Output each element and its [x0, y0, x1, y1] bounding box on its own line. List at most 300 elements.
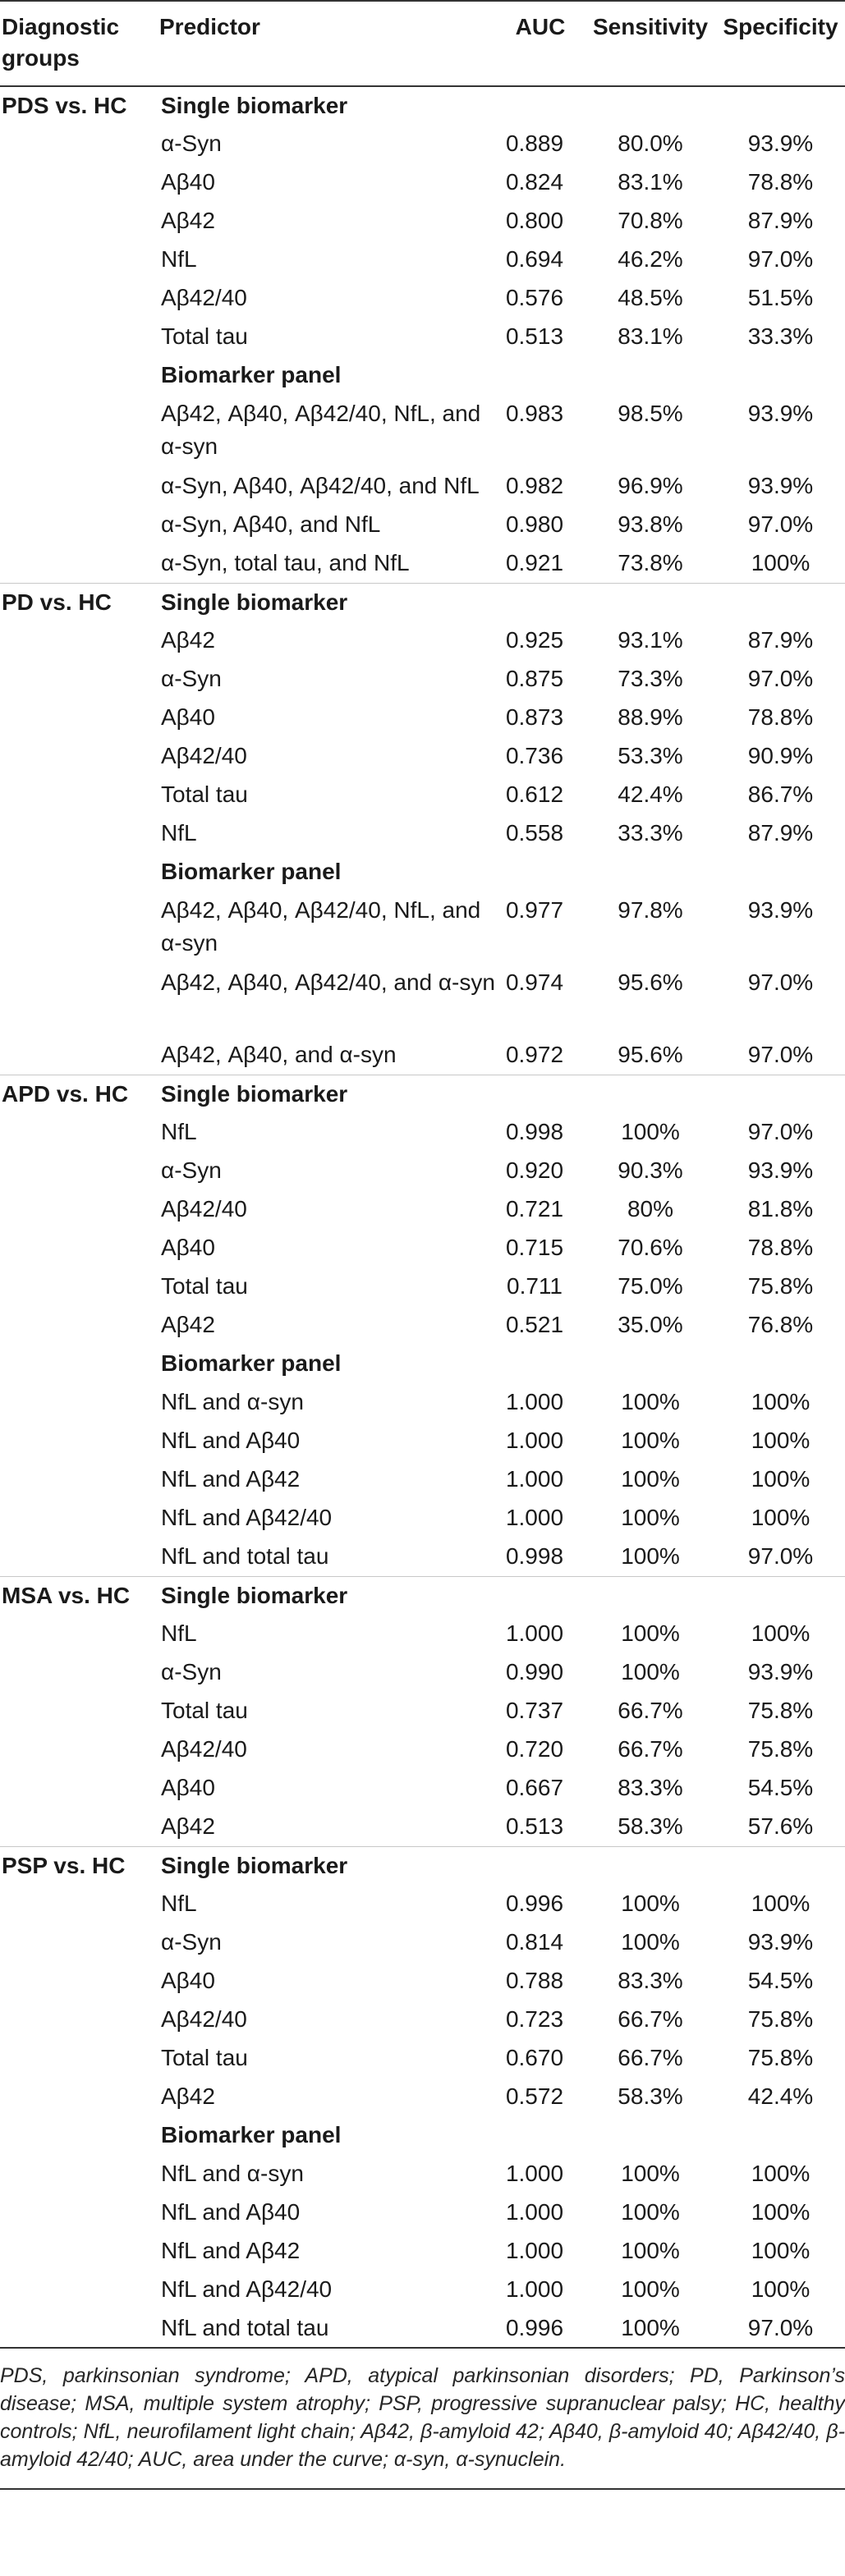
diagnostic-group: PDS vs. HC — [0, 86, 159, 125]
predictor-cell: NfL and total tau — [161, 1543, 329, 1569]
predictor-cell: Aβ42/40 — [161, 1736, 247, 1762]
table-row — [0, 1422, 845, 1460]
auc-cell: 0.800 — [505, 208, 564, 233]
section-title: Single biomarker — [159, 583, 845, 621]
predictor-cell: NfL — [161, 1891, 197, 1916]
group-cell-empty — [0, 621, 159, 660]
header-specificity: Specificity — [723, 14, 838, 39]
group-cell-empty — [0, 1267, 159, 1306]
group-cell-empty — [0, 163, 159, 202]
table-row — [0, 1190, 845, 1229]
group-cell-empty — [0, 467, 159, 506]
group-cell-empty — [0, 1499, 159, 1538]
specificity-cell: 97.0% — [747, 666, 814, 691]
auc-cell: 1.000 — [505, 1466, 564, 1492]
predictor-cell: Aβ42, Aβ40, Aβ42/40, NfL, and α-syn — [161, 897, 481, 956]
table-row — [0, 1538, 845, 1576]
auc-cell: 1.000 — [505, 2276, 564, 2302]
table-body — [0, 86, 845, 2348]
table-row — [0, 1962, 845, 2001]
predictor-cell: NfL and total tau — [161, 2315, 329, 2340]
sensitivity-cell: 93.1% — [618, 627, 683, 653]
header-diagnostic-groups: Diagnostic groups — [2, 14, 120, 71]
sensitivity-cell: 73.3% — [618, 666, 683, 691]
auc-cell: 0.814 — [505, 1929, 564, 1955]
predictor-cell: NfL and Aβ40 — [161, 2199, 301, 2225]
table-header — [0, 1, 845, 86]
predictor-cell: Aβ40 — [161, 1775, 215, 1800]
predictor-cell: NfL and Aβ42/40 — [161, 2276, 333, 2302]
predictor-cell: Total tau — [161, 782, 248, 807]
sensitivity-cell: 66.7% — [618, 1736, 683, 1762]
sensitivity-cell: 48.5% — [618, 285, 683, 310]
table-row — [0, 2309, 845, 2348]
table-row — [0, 1152, 845, 1190]
predictor-cell: Aβ40 — [161, 704, 215, 730]
sensitivity-cell: 83.3% — [618, 1775, 683, 1800]
specificity-cell: 100% — [751, 1466, 811, 1492]
sensitivity-cell: 83.1% — [618, 169, 683, 195]
predictor-cell: Aβ42 — [161, 1813, 215, 1839]
specificity-cell: 93.9% — [747, 131, 814, 156]
auc-cell: 0.521 — [505, 1312, 564, 1337]
predictor-cell: Aβ42/40 — [161, 1196, 247, 1222]
auc-cell: 0.889 — [505, 131, 564, 156]
predictor-cell: NfL and α-syn — [161, 1389, 304, 1414]
group-cell-empty — [0, 202, 159, 241]
predictor-cell: Aβ42, Aβ40, and α-syn — [161, 1042, 397, 1067]
predictor-cell: Aβ40 — [161, 1235, 215, 1260]
specificity-cell: 100% — [751, 2161, 811, 2186]
group-cell-empty — [0, 2001, 159, 2039]
section-title: Biomarker panel — [161, 2122, 342, 2147]
auc-cell: 0.721 — [505, 1196, 564, 1222]
sensitivity-cell: 80.0% — [618, 131, 683, 156]
sensitivity-cell: 80% — [627, 1196, 674, 1222]
sensitivity-cell: 100% — [621, 1389, 680, 1414]
auc-cell: 0.972 — [505, 1042, 564, 1067]
section-title: Biomarker panel — [161, 859, 342, 884]
sensitivity-cell: 33.3% — [618, 820, 683, 846]
section-row — [0, 86, 845, 125]
section-row — [0, 1075, 845, 1113]
group-cell-empty — [0, 1962, 159, 2001]
group-cell-empty — [0, 2193, 159, 2232]
sensitivity-cell: 53.3% — [618, 743, 683, 768]
auc-cell: 0.736 — [505, 743, 564, 768]
group-cell-empty — [0, 2078, 159, 2116]
table-row — [0, 2039, 845, 2078]
table-row — [0, 1885, 845, 1923]
group-cell-empty — [0, 2232, 159, 2271]
sensitivity-cell: 58.3% — [618, 1813, 683, 1839]
sensitivity-cell: 70.8% — [618, 208, 683, 233]
sensitivity-cell: 100% — [621, 2315, 680, 2340]
specificity-cell: 76.8% — [747, 1312, 814, 1337]
sensitivity-cell: 100% — [621, 1891, 680, 1916]
auc-cell: 0.977 — [505, 897, 564, 923]
section-title: Biomarker panel — [161, 362, 342, 387]
diagnostic-group-empty — [0, 853, 159, 892]
section-row — [0, 356, 845, 395]
table-row — [0, 544, 845, 583]
diagnostic-group-empty — [0, 1345, 159, 1383]
auc-cell: 0.694 — [505, 246, 564, 272]
specificity-cell: 97.0% — [747, 2315, 814, 2340]
footnote-row — [0, 2348, 845, 2489]
group-cell-empty — [0, 1615, 159, 1653]
header-row — [0, 1, 845, 86]
specificity-cell: 51.5% — [747, 285, 814, 310]
sensitivity-cell: 93.8% — [618, 511, 683, 537]
sensitivity-cell: 100% — [621, 1620, 680, 1646]
group-cell-empty — [0, 1808, 159, 1846]
sensitivity-cell: 95.6% — [618, 1042, 683, 1067]
auc-cell: 1.000 — [505, 2238, 564, 2263]
predictor-cell: Aβ42 — [161, 1312, 215, 1337]
table-row — [0, 1229, 845, 1267]
diagnostic-group: APD vs. HC — [0, 1075, 159, 1113]
table-row — [0, 1383, 845, 1422]
auc-cell: 0.576 — [505, 285, 564, 310]
diagnostic-group: PSP vs. HC — [0, 1846, 159, 1885]
sensitivity-cell: 100% — [621, 1929, 680, 1955]
predictor-cell: NfL — [161, 246, 197, 272]
auc-cell: 0.572 — [505, 2083, 564, 2109]
group-cell-empty — [0, 1692, 159, 1730]
sensitivity-cell: 83.3% — [618, 1968, 683, 1993]
header-sensitivity: Sensitivity — [592, 14, 709, 39]
predictor-cell: NfL and Aβ42/40 — [161, 1505, 333, 1530]
auc-cell: 0.920 — [505, 1157, 564, 1183]
sensitivity-cell: 100% — [621, 1505, 680, 1530]
table-row — [0, 621, 845, 660]
specificity-cell: 97.0% — [747, 1119, 814, 1144]
auc-cell: 0.982 — [505, 473, 564, 498]
predictor-cell: Aβ42/40 — [161, 285, 247, 310]
group-cell-empty — [0, 1383, 159, 1422]
sensitivity-cell: 35.0% — [618, 1312, 683, 1337]
auc-cell: 0.711 — [507, 1273, 563, 1299]
group-cell-empty — [0, 2039, 159, 2078]
predictor-cell: Aβ40 — [161, 1968, 215, 1993]
auc-cell: 0.715 — [505, 1235, 564, 1260]
table-row — [0, 279, 845, 318]
predictor-cell: Aβ42 — [161, 627, 215, 653]
predictor-cell: Aβ42 — [161, 208, 215, 233]
diagnostic-group: MSA vs. HC — [0, 1576, 159, 1615]
table-row — [0, 2155, 845, 2193]
specificity-cell: 78.8% — [747, 169, 814, 195]
specificity-cell: 90.9% — [747, 743, 814, 768]
table-row — [0, 776, 845, 814]
sensitivity-cell: 83.1% — [618, 323, 683, 349]
group-cell-empty — [0, 1190, 159, 1229]
section-title: Biomarker panel — [161, 1350, 342, 1376]
section-title: Single biomarker — [159, 1846, 845, 1885]
group-cell-empty — [0, 1923, 159, 1962]
sensitivity-cell: 66.7% — [618, 1698, 683, 1723]
table-row — [0, 125, 845, 163]
table-row — [0, 737, 845, 776]
sensitivity-cell: 46.2% — [618, 246, 683, 272]
predictor-cell: NfL and α-syn — [161, 2161, 304, 2186]
auc-cell: 0.558 — [505, 820, 564, 846]
group-cell-empty — [0, 1229, 159, 1267]
specificity-cell: 100% — [751, 2276, 811, 2302]
auc-cell: 1.000 — [505, 2199, 564, 2225]
table-row — [0, 1036, 845, 1075]
specificity-cell: 57.6% — [747, 1813, 814, 1839]
group-cell-empty — [0, 2155, 159, 2193]
group-cell-empty — [0, 544, 159, 583]
auc-cell: 0.980 — [505, 511, 564, 537]
auc-cell: 1.000 — [505, 1620, 564, 1646]
header-auc: AUC — [515, 14, 566, 39]
auc-cell: 0.824 — [505, 169, 564, 195]
table-row — [0, 1730, 845, 1769]
specificity-cell: 78.8% — [747, 704, 814, 730]
auc-cell: 0.670 — [505, 2045, 564, 2070]
group-cell-empty — [0, 279, 159, 318]
auc-cell: 0.925 — [505, 627, 564, 653]
specificity-cell: 100% — [751, 2199, 811, 2225]
table-row — [0, 2193, 845, 2232]
predictor-cell: Total tau — [161, 1698, 248, 1723]
table-row — [0, 1808, 845, 1846]
table-row — [0, 814, 845, 853]
specificity-cell: 100% — [751, 1620, 811, 1646]
specificity-cell: 81.8% — [747, 1196, 814, 1222]
auc-cell: 1.000 — [505, 1505, 564, 1530]
specificity-cell: 75.8% — [747, 2006, 814, 2032]
group-cell-empty — [0, 1885, 159, 1923]
group-cell-empty — [0, 737, 159, 776]
auc-cell: 0.998 — [505, 1543, 564, 1569]
sensitivity-cell: 100% — [621, 2238, 680, 2263]
specificity-cell: 54.5% — [747, 1968, 814, 1993]
sensitivity-cell: 100% — [621, 1659, 680, 1684]
table-row — [0, 1615, 845, 1653]
group-cell-empty — [0, 892, 159, 964]
auc-cell: 0.612 — [505, 782, 564, 807]
table-row — [0, 1923, 845, 1962]
group-cell-empty — [0, 1460, 159, 1499]
auc-cell: 1.000 — [505, 1428, 564, 1453]
predictor-cell: Aβ42/40 — [161, 2006, 247, 2032]
table-row — [0, 163, 845, 202]
predictor-cell: α-Syn, Aβ40, Aβ42/40, and NfL — [161, 473, 480, 498]
table-row — [0, 964, 845, 1036]
sensitivity-cell: 97.8% — [618, 897, 683, 923]
table-row — [0, 467, 845, 506]
group-cell-empty — [0, 1036, 159, 1075]
auc-cell: 1.000 — [505, 2161, 564, 2186]
predictor-cell: NfL — [161, 820, 197, 846]
table-footer — [0, 2348, 845, 2489]
group-cell-empty — [0, 964, 159, 1036]
section-row — [0, 1846, 845, 1885]
group-cell-empty — [0, 1538, 159, 1576]
sensitivity-cell: 75.0% — [618, 1273, 683, 1299]
specificity-cell: 93.9% — [747, 897, 814, 923]
group-cell-empty — [0, 318, 159, 356]
specificity-cell: 75.8% — [747, 1736, 814, 1762]
sensitivity-cell: 100% — [621, 1428, 680, 1453]
diagnostic-group: PD vs. HC — [0, 583, 159, 621]
group-cell-empty — [0, 2309, 159, 2348]
auc-cell: 0.990 — [505, 1659, 564, 1684]
group-cell-empty — [0, 1306, 159, 1345]
diagnostic-group-empty — [0, 2116, 159, 2155]
auc-cell: 0.723 — [505, 2006, 564, 2032]
sensitivity-cell: 100% — [621, 2199, 680, 2225]
specificity-cell: 75.8% — [747, 1698, 814, 1723]
auc-cell: 0.974 — [505, 969, 564, 995]
table-row — [0, 660, 845, 699]
sensitivity-cell: 66.7% — [618, 2045, 683, 2070]
specificity-cell: 87.9% — [747, 627, 814, 653]
predictor-cell: α-Syn — [161, 1157, 222, 1183]
predictor-cell: NfL — [161, 1119, 197, 1144]
specificity-cell: 97.0% — [747, 1042, 814, 1067]
sensitivity-cell: 96.9% — [618, 473, 683, 498]
specificity-cell: 93.9% — [747, 1157, 814, 1183]
sensitivity-cell: 90.3% — [618, 1157, 683, 1183]
table-row — [0, 1267, 845, 1306]
sensitivity-cell: 100% — [621, 1543, 680, 1569]
auc-cell: 0.788 — [505, 1968, 564, 1993]
specificity-cell: 86.7% — [747, 782, 814, 807]
diagnostic-group-empty — [0, 356, 159, 395]
group-cell-empty — [0, 1769, 159, 1808]
auc-cell: 0.921 — [505, 550, 564, 575]
specificity-cell: 97.0% — [747, 246, 814, 272]
table-row — [0, 506, 845, 544]
group-cell-empty — [0, 660, 159, 699]
section-title: Single biomarker — [159, 1576, 845, 1615]
predictor-cell: Aβ42, Aβ40, Aβ42/40, and α-syn — [161, 969, 495, 995]
specificity-cell: 75.8% — [747, 2045, 814, 2070]
table-row — [0, 1113, 845, 1152]
group-cell-empty — [0, 506, 159, 544]
predictor-cell: Total tau — [161, 1273, 248, 1299]
predictor-cell: α-Syn — [161, 666, 222, 691]
specificity-cell: 54.5% — [747, 1775, 814, 1800]
group-cell-empty — [0, 241, 159, 279]
group-cell-empty — [0, 1653, 159, 1692]
predictor-cell: Total tau — [161, 2045, 248, 2070]
specificity-cell: 97.0% — [747, 1543, 814, 1569]
table-row — [0, 2001, 845, 2039]
auc-cell: 0.875 — [505, 666, 564, 691]
specificity-cell: 87.9% — [747, 820, 814, 846]
table-row — [0, 395, 845, 467]
group-cell-empty — [0, 814, 159, 853]
predictor-cell: Aβ40 — [161, 169, 215, 195]
auc-cell: 0.737 — [505, 1698, 564, 1723]
sensitivity-cell: 66.7% — [618, 2006, 683, 2032]
specificity-cell: 97.0% — [747, 511, 814, 537]
auc-cell: 0.998 — [505, 1119, 564, 1144]
specificity-cell: 100% — [751, 1428, 811, 1453]
sensitivity-cell: 100% — [621, 2276, 680, 2302]
group-cell-empty — [0, 1113, 159, 1152]
table-row — [0, 699, 845, 737]
predictor-cell: NfL and Aβ42 — [161, 1466, 301, 1492]
table-row — [0, 1499, 845, 1538]
sensitivity-cell: 100% — [621, 2161, 680, 2186]
sensitivity-cell: 73.8% — [618, 550, 683, 575]
group-cell-empty — [0, 1152, 159, 1190]
specificity-cell: 87.9% — [747, 208, 814, 233]
specificity-cell: 100% — [751, 2238, 811, 2263]
table-row — [0, 241, 845, 279]
specificity-cell: 75.8% — [747, 1273, 814, 1299]
sensitivity-cell: 88.9% — [618, 704, 683, 730]
auc-cell: 0.983 — [505, 401, 564, 426]
auc-cell: 0.873 — [505, 704, 564, 730]
specificity-cell: 42.4% — [747, 2083, 814, 2109]
specificity-cell: 93.9% — [747, 1659, 814, 1684]
auc-cell: 0.996 — [505, 2315, 564, 2340]
predictor-cell: NfL and Aβ40 — [161, 1428, 301, 1453]
sensitivity-cell: 95.6% — [618, 969, 683, 995]
predictor-cell: Aβ42, Aβ40, Aβ42/40, NfL, and α-syn — [161, 401, 481, 459]
group-cell-empty — [0, 699, 159, 737]
sensitivity-cell: 98.5% — [618, 401, 683, 426]
auc-cell: 1.000 — [505, 1389, 564, 1414]
table-row — [0, 2232, 845, 2271]
table-row — [0, 202, 845, 241]
sensitivity-cell: 100% — [621, 1119, 680, 1144]
sensitivity-cell: 100% — [621, 1466, 680, 1492]
table-row — [0, 1769, 845, 1808]
specificity-cell: 33.3% — [747, 323, 814, 349]
auc-cell: 0.720 — [505, 1736, 564, 1762]
header-predictor: Predictor — [159, 14, 260, 39]
specificity-cell: 97.0% — [747, 969, 814, 995]
sensitivity-cell: 58.3% — [618, 2083, 683, 2109]
section-row — [0, 2116, 845, 2155]
predictor-cell: α-Syn — [161, 131, 222, 156]
group-cell-empty — [0, 776, 159, 814]
predictor-cell: NfL — [161, 1620, 197, 1646]
specificity-cell: 93.9% — [747, 1929, 814, 1955]
specificity-cell: 100% — [751, 1891, 811, 1916]
section-row — [0, 1345, 845, 1383]
group-cell-empty — [0, 1422, 159, 1460]
section-title: Single biomarker — [159, 1075, 845, 1113]
table-row — [0, 318, 845, 356]
predictor-cell: α-Syn — [161, 1929, 222, 1955]
footnote: PDS, parkinsonian syndrome; APD, atypical parkinsonian disorders; PD, Parkinson’s disease; MSA, multiple system atrophy; PSP, progressive supranuclear palsy; HC, healthy controls; NfL, neurofilament light chain; Aβ42, β-amyloid 42; Aβ40, β-amyloid 40; Aβ42/40, β-amyloid 42/40; AUC, area under the curve; α-syn, α-synuclein. — [0, 2348, 845, 2489]
table-row — [0, 1692, 845, 1730]
specificity-cell: 93.9% — [747, 401, 814, 426]
specificity-cell: 100% — [751, 550, 811, 575]
auc-cell: 0.667 — [505, 1775, 564, 1800]
section-row — [0, 853, 845, 892]
table-row — [0, 2078, 845, 2116]
specificity-cell: 100% — [751, 1505, 811, 1530]
section-row — [0, 583, 845, 621]
predictor-cell: Total tau — [161, 323, 248, 349]
section-title: Single biomarker — [159, 86, 845, 125]
group-cell-empty — [0, 2271, 159, 2309]
section-row — [0, 1576, 845, 1615]
group-cell-empty — [0, 1730, 159, 1769]
table-row — [0, 1306, 845, 1345]
